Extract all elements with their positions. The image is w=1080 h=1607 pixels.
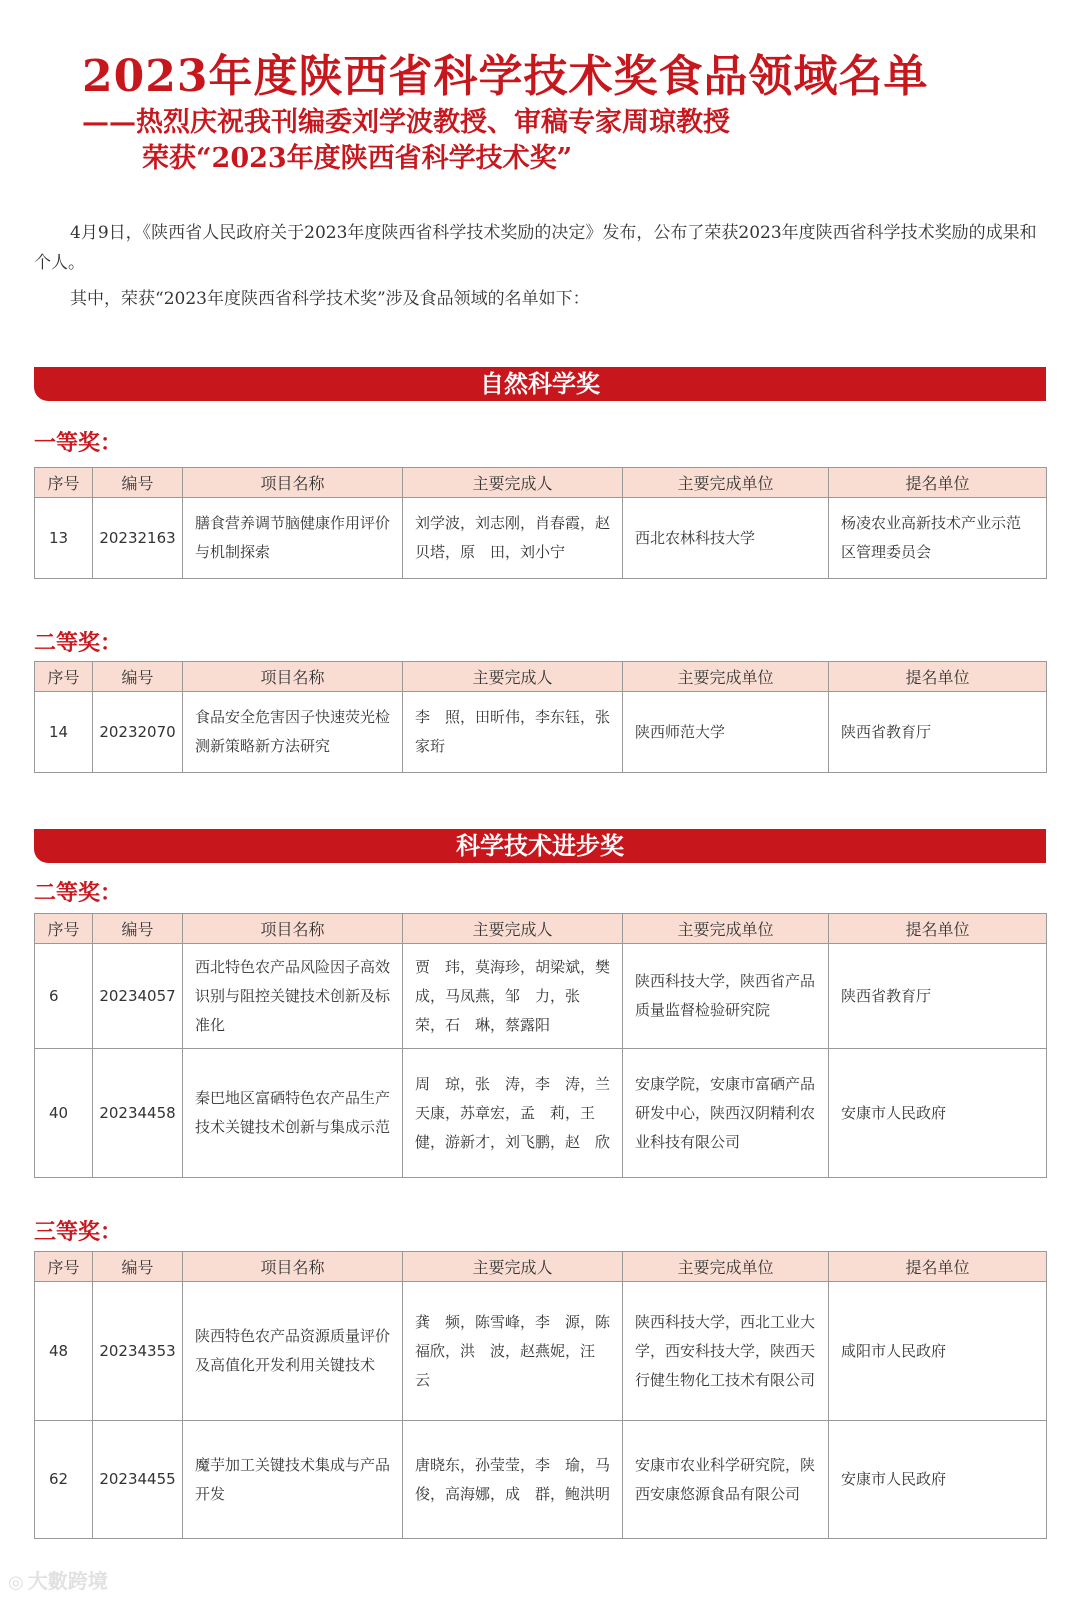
cell-unit: 陕西师范大学 bbox=[623, 692, 829, 773]
header-project: 项目名称 bbox=[183, 1252, 403, 1282]
cell-people: 周 琼，张 涛，李 涛，兰天康，苏章宏，孟 莉，王 健，游新才，刘飞鹏，赵 欣 bbox=[403, 1049, 623, 1178]
header-project: 项目名称 bbox=[183, 914, 403, 944]
page-subtitle-line1: ——热烈庆祝我刊编委刘学波教授、审稿专家周琼教授 bbox=[82, 107, 730, 138]
cell-project: 陕西特色农产品资源质量评价及高值化开发利用关键技术 bbox=[183, 1282, 403, 1421]
award-table-progress-third bbox=[34, 1251, 1047, 1539]
header-people: 主要完成人 bbox=[403, 662, 623, 692]
header-seq: 序号 bbox=[35, 468, 93, 498]
header-seq: 序号 bbox=[35, 1252, 93, 1282]
header-seq: 序号 bbox=[35, 662, 93, 692]
table-header-row bbox=[35, 468, 1047, 498]
intro-paragraph-2: 其中，荣获“2023年度陕西省科学技术奖”涉及食品领域的名单如下： bbox=[70, 289, 590, 309]
table-row bbox=[35, 1282, 1047, 1421]
cell-project: 魔芋加工关键技术集成与产品开发 bbox=[183, 1421, 403, 1539]
grade-label-first: 一等奖： bbox=[34, 431, 123, 456]
cell-project: 膳食营养调节脑健康作用评价与机制探索 bbox=[183, 498, 403, 579]
cell-seq: 48 bbox=[35, 1282, 93, 1421]
header-unit: 主要完成单位 bbox=[623, 662, 829, 692]
header-people: 主要完成人 bbox=[403, 914, 623, 944]
cell-no: 20234455 bbox=[93, 1421, 183, 1539]
award-table-natural-second bbox=[34, 661, 1047, 773]
cell-seq: 62 bbox=[35, 1421, 93, 1539]
table-header-row bbox=[35, 662, 1047, 692]
table-row bbox=[35, 1049, 1047, 1178]
grade-label-second: 二等奖： bbox=[34, 631, 123, 656]
header-nominator: 提名单位 bbox=[829, 914, 1047, 944]
cell-unit: 安康市农业科学研究院，陕西安康悠源食品有限公司 bbox=[623, 1421, 829, 1539]
grade-label-second: 二等奖： bbox=[34, 881, 123, 906]
header-people: 主要完成人 bbox=[403, 1252, 623, 1282]
intro-paragraph-1: 4月9日，《陕西省人民政府关于2023年度陕西省科学技术奖励的决定》发布，公布了荣获2023年度陕西省科学技术奖励的成果和个人。 bbox=[34, 223, 1037, 273]
cell-unit: 西北农林科技大学 bbox=[623, 498, 829, 579]
table-row bbox=[35, 692, 1047, 773]
table-row bbox=[35, 944, 1047, 1049]
header-nominator: 提名单位 bbox=[829, 468, 1047, 498]
header-project: 项目名称 bbox=[183, 468, 403, 498]
header-no: 编号 bbox=[93, 914, 183, 944]
header-no: 编号 bbox=[93, 662, 183, 692]
table-row bbox=[35, 1421, 1047, 1539]
award-table-natural-first bbox=[34, 467, 1047, 579]
table-header-row bbox=[35, 914, 1047, 944]
cell-no: 20232070 bbox=[93, 692, 183, 773]
cell-project: 秦巴地区富硒特色农产品生产技术关键技术创新与集成示范 bbox=[183, 1049, 403, 1178]
cell-nominator: 杨凌农业高新技术产业示范区管理委员会 bbox=[829, 498, 1047, 579]
table-header-row bbox=[35, 1252, 1047, 1282]
cell-nominator: 咸阳市人民政府 bbox=[829, 1282, 1047, 1421]
cell-unit: 陕西科技大学，陕西省产品质量监督检验研究院 bbox=[623, 944, 829, 1049]
cell-people: 李 照，田昕伟，李东钰，张家珩 bbox=[403, 692, 623, 773]
cell-no: 20234353 bbox=[93, 1282, 183, 1421]
cell-seq: 6 bbox=[35, 944, 93, 1049]
cell-unit: 陕西科技大学，西北工业大学，西安科技大学，陕西天行健生物化工技术有限公司 bbox=[623, 1282, 829, 1421]
cell-nominator: 安康市人民政府 bbox=[829, 1049, 1047, 1178]
header-no: 编号 bbox=[93, 468, 183, 498]
watermark bbox=[8, 1565, 108, 1594]
cell-project: 食品安全危害因子快速荧光检测新策略新方法研究 bbox=[183, 692, 403, 773]
page-title: 2023年度陕西省科学技术奖食品领域名单 bbox=[82, 51, 929, 102]
cell-no: 20234458 bbox=[93, 1049, 183, 1178]
cell-people: 刘学波，刘志刚，肖春霞，赵贝塔，原 田，刘小宁 bbox=[403, 498, 623, 579]
cell-seq: 13 bbox=[35, 498, 93, 579]
cell-seq: 40 bbox=[35, 1049, 93, 1178]
table-row bbox=[35, 498, 1047, 579]
header-unit: 主要完成单位 bbox=[623, 468, 829, 498]
header-seq: 序号 bbox=[35, 914, 93, 944]
cell-project: 西北特色农产品风险因子高效识别与阻控关键技术创新及标准化 bbox=[183, 944, 403, 1049]
cell-nominator: 安康市人民政府 bbox=[829, 1421, 1047, 1539]
section-banner-natural-science: 自然科学奖 bbox=[34, 367, 1046, 401]
cell-no: 20232163 bbox=[93, 498, 183, 579]
page-subtitle-line2: 荣获“2023年度陕西省科学技术奖” bbox=[142, 143, 573, 174]
cell-no: 20234057 bbox=[93, 944, 183, 1049]
header-project: 项目名称 bbox=[183, 662, 403, 692]
cell-people: 贾 玮，莫海珍，胡梁斌，樊 成，马凤燕，邹 力，张 荣，石 琳，蔡露阳 bbox=[403, 944, 623, 1049]
header-unit: 主要完成单位 bbox=[623, 914, 829, 944]
header-nominator: 提名单位 bbox=[829, 662, 1047, 692]
watermark-text: 大數跨境 bbox=[27, 1569, 108, 1593]
header-nominator: 提名单位 bbox=[829, 1252, 1047, 1282]
grade-label-third: 三等奖： bbox=[34, 1220, 123, 1245]
award-table-progress-second bbox=[34, 913, 1047, 1178]
section-banner-tech-progress: 科学技术进步奖 bbox=[34, 829, 1046, 863]
cell-nominator: 陕西省教育厅 bbox=[829, 692, 1047, 773]
header-no: 编号 bbox=[93, 1252, 183, 1282]
cell-unit: 安康学院，安康市富硒产品研发中心，陕西汉阴精利农业科技有限公司 bbox=[623, 1049, 829, 1178]
cell-people: 唐晓东，孙莹莹，李 瑜，马 俊，高海娜，成 群，鲍洪明 bbox=[403, 1421, 623, 1539]
weibo-icon: ◎ bbox=[8, 1572, 24, 1593]
header-people: 主要完成人 bbox=[403, 468, 623, 498]
cell-people: 龚 频，陈雪峰，李 源，陈福欣，洪 波，赵燕妮，汪 云 bbox=[403, 1282, 623, 1421]
cell-nominator: 陕西省教育厅 bbox=[829, 944, 1047, 1049]
cell-seq: 14 bbox=[35, 692, 93, 773]
header-unit: 主要完成单位 bbox=[623, 1252, 829, 1282]
